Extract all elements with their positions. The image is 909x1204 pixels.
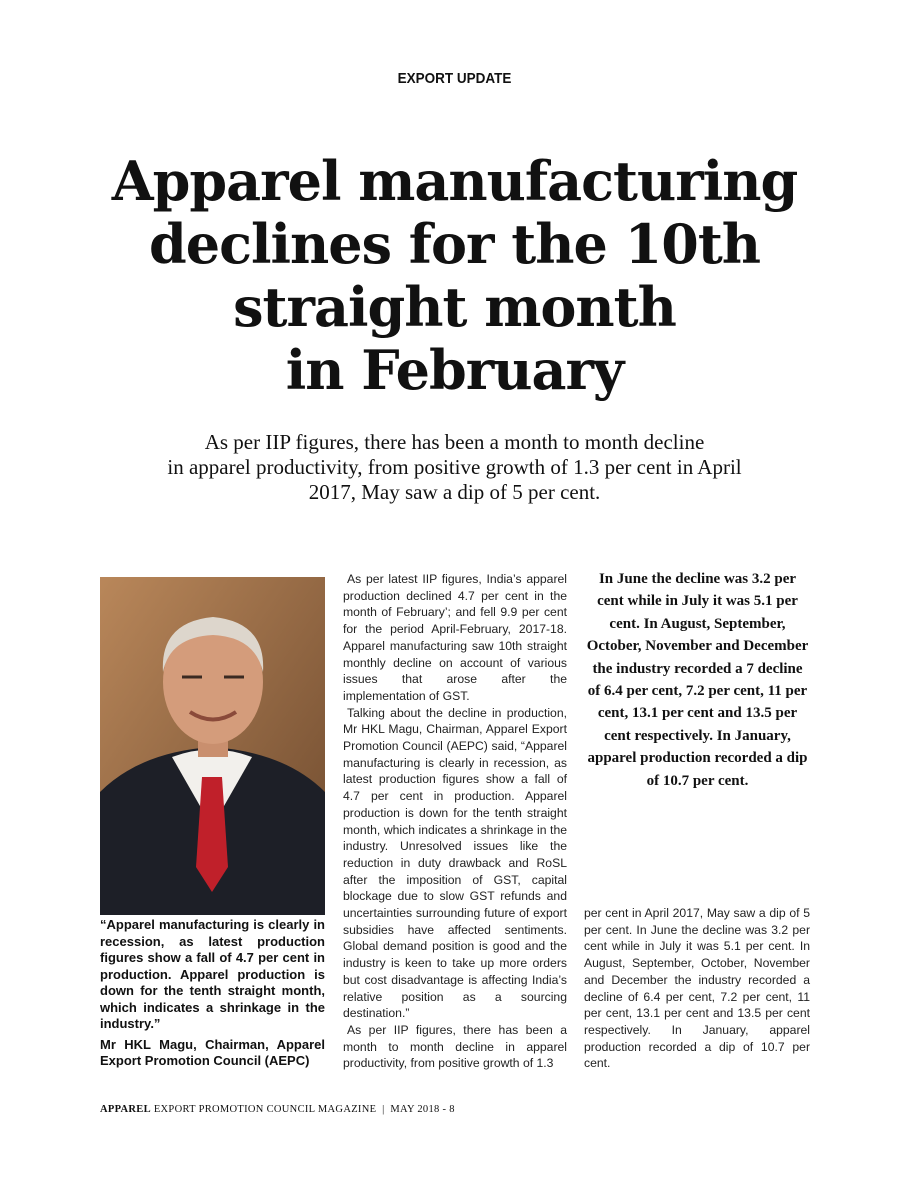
headline-line: Apparel manufacturing xyxy=(111,149,798,213)
pull-quote: In June the decline was 3.2 per cent while in July it was 5.1 per cent. In August, September, October, November and December the industry recorded a 7 decline of 6.4 per cent, 7.2 per cent, 11 per cent, 13.1 per cent and 13.5 per cent respectively. In January, apparel production recorded a dip of 10.7 per cent. xyxy=(586,571,809,789)
article-column-right xyxy=(584,905,810,1072)
section-kicker: EXPORT UPDATE xyxy=(397,70,512,87)
headline-line: in February xyxy=(285,338,624,402)
headline-line: straight month xyxy=(233,275,676,339)
photo-caption xyxy=(100,917,325,1070)
portrait-photo xyxy=(100,577,325,915)
caption-quote: “Apparel manufacturing is clearly in recession, as latest production figures show a fall of 4.7 per cent in production. Apparel production is down for the tenth straight month, which indicates a shrinkage in the industry.” xyxy=(100,917,325,1031)
standfirst xyxy=(80,430,829,505)
paragraph: As per IIP figures, there has been a month to month decline in apparel productivity, from positive growth of 1.3 xyxy=(343,1022,567,1071)
paragraph: As per latest IIP figures, India’s apparel production declined 4.7 per cent in the month of February’; and fell 9.9 per cent for the period April-February, 2017-18. Apparel manufacturing saw 10th straight monthly decline on account of various issues that arose after the implementation of GST. xyxy=(343,572,567,703)
page-footer xyxy=(100,1104,455,1115)
standfirst-line: in apparel productivity, from positive growth of 1.3 per cent in April xyxy=(167,455,742,479)
standfirst-line: As per IIP figures, there has been a month to month decline xyxy=(204,430,705,454)
footer-text: EXPORT PROMOTION COUNCIL MAGAZINE | MAY 2018 - 8 xyxy=(150,1104,455,1115)
paragraph: Talking about the decline in production, Mr HKL Magu, Chairman, Apparel Export Promotion Council (AEPC) said, “Apparel manufacturing is clearly in recession, as latest production figures show a fall of 4.7 per cent in production. Apparel production is down for the tenth straight month, which indicates a shrinkage in the industry. Unresolved issues like the reduction in duty drawback and RoSL after the imposition of GST, capital blockage due to slow GST refunds and uncertainties surrounding future of export subsidies have affected sentiments. Global demand position is good and the industry is keen to take up more orders but cost disadvantage is affecting India’s relative position as a sourcing destination.” xyxy=(343,705,567,1021)
footer-brand: APPAREL xyxy=(100,1104,151,1115)
paragraph: per cent in April 2017, May saw a dip of 5 per cent. In June the decline was 3.2 per cent while in July it was 5.1 per cent. In August, September, October, November and December the industry recorded a decline of 6.4 per cent, 7.2 per cent, 11 per cent, 13.1 per cent and 13.5 per cent respectively. In January, apparel production recorded a dip of 10.7 per cent. xyxy=(584,906,810,1071)
standfirst-line: 2017, May saw a dip of 5 per cent. xyxy=(308,480,601,504)
article-column-middle xyxy=(343,571,567,1072)
caption-attribution: Mr HKL Magu, Chairman, Apparel Export Promotion Council (AEPC) xyxy=(100,1036,325,1068)
headline-line: declines for the 10th xyxy=(148,212,761,276)
headline xyxy=(60,150,849,402)
